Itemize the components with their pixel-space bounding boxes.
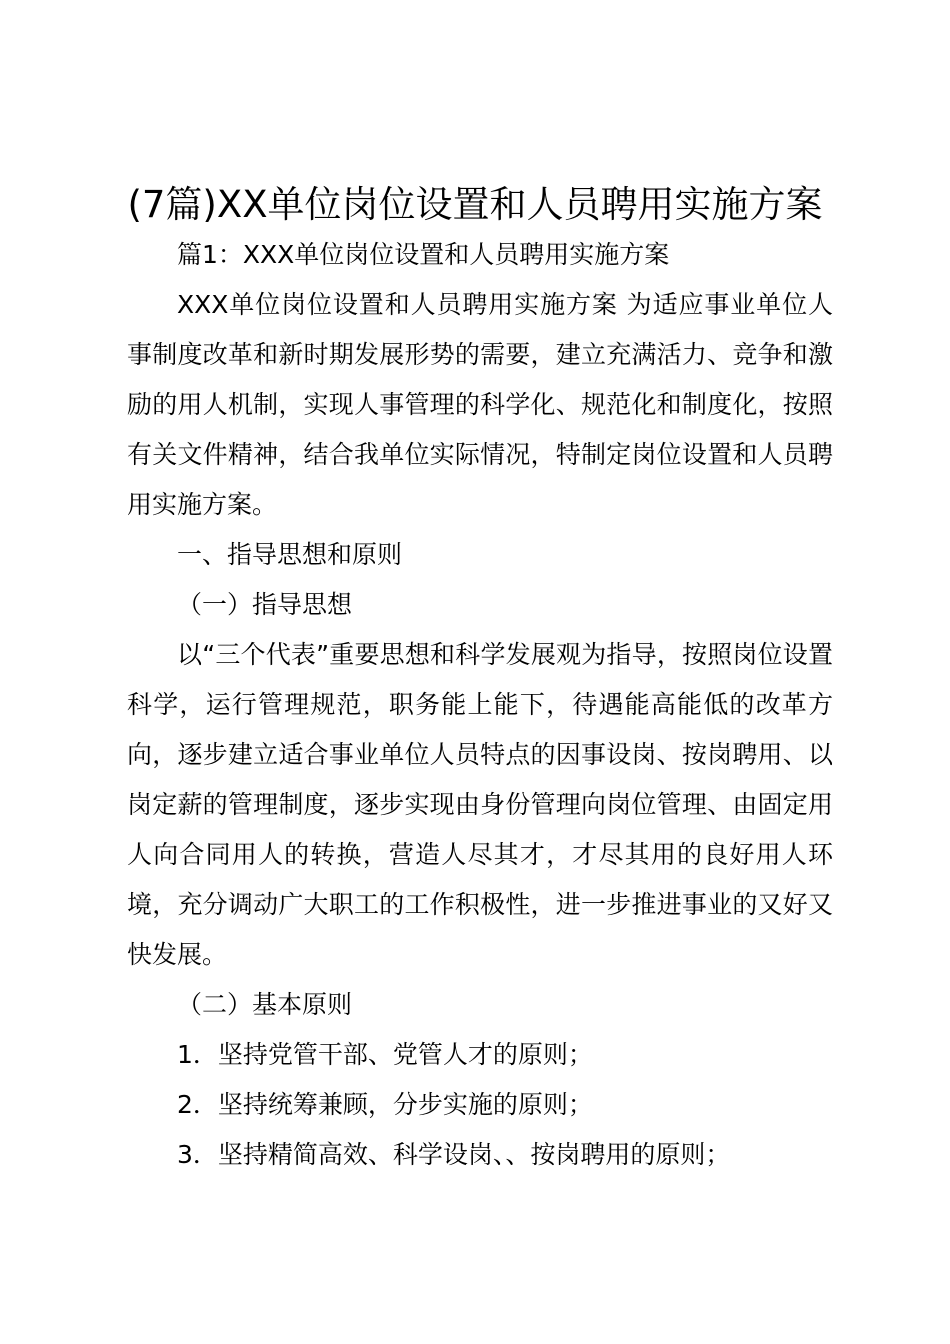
section-heading: 篇1：XXX单位岗位设置和人员聘用实施方案 bbox=[177, 240, 670, 269]
intro-paragraph: XXX单位岗位设置和人员聘用实施方案 为适应事业单位人事制度改革和新时期发展形势的需要，建立充满活力、竞争和激励的用人机制，实现人事管理的科学化、规范化和制度化，按照有关文件精神，结合我单位实际情况，特制定岗位设置和人员聘用实施方案。 bbox=[127, 290, 833, 519]
principle-item: 2．坚持统筹兼顾，分步实施的原则； bbox=[177, 1090, 593, 1119]
subsection-heading: （一）指导思想 bbox=[177, 590, 353, 619]
subsection-heading: （二）基本原则 bbox=[177, 990, 353, 1019]
chapter-heading: 一、指导思想和原则 bbox=[177, 540, 403, 569]
document-body bbox=[127, 230, 833, 1180]
principle-item: 3．坚持精简高效、科学设岗、、按岗聘用的原则； bbox=[177, 1140, 731, 1169]
principle-item: 1．坚持党管干部、党管人才的原则； bbox=[177, 1040, 593, 1069]
document-title: (7篇)XX单位岗位设置和人员聘用实施方案 bbox=[127, 183, 823, 226]
guiding-ideology-paragraph: 以“三个代表”重要思想和科学发展观为指导，按照岗位设置科学，运行管理规范，职务能上能下，待遇能高能低的改革方向，逐步建立适合事业单位人员特点的因事设岗、按岗聘用、以岗定薪的管理制度，逐步实现由身份管理向岗位管理、由固定用人向合同用人的转换，营造人尽其才，才尽其用的良好用人环境，充分调动广大职工的工作积极性，进一步推进事业的又好又快发展。 bbox=[127, 640, 833, 969]
